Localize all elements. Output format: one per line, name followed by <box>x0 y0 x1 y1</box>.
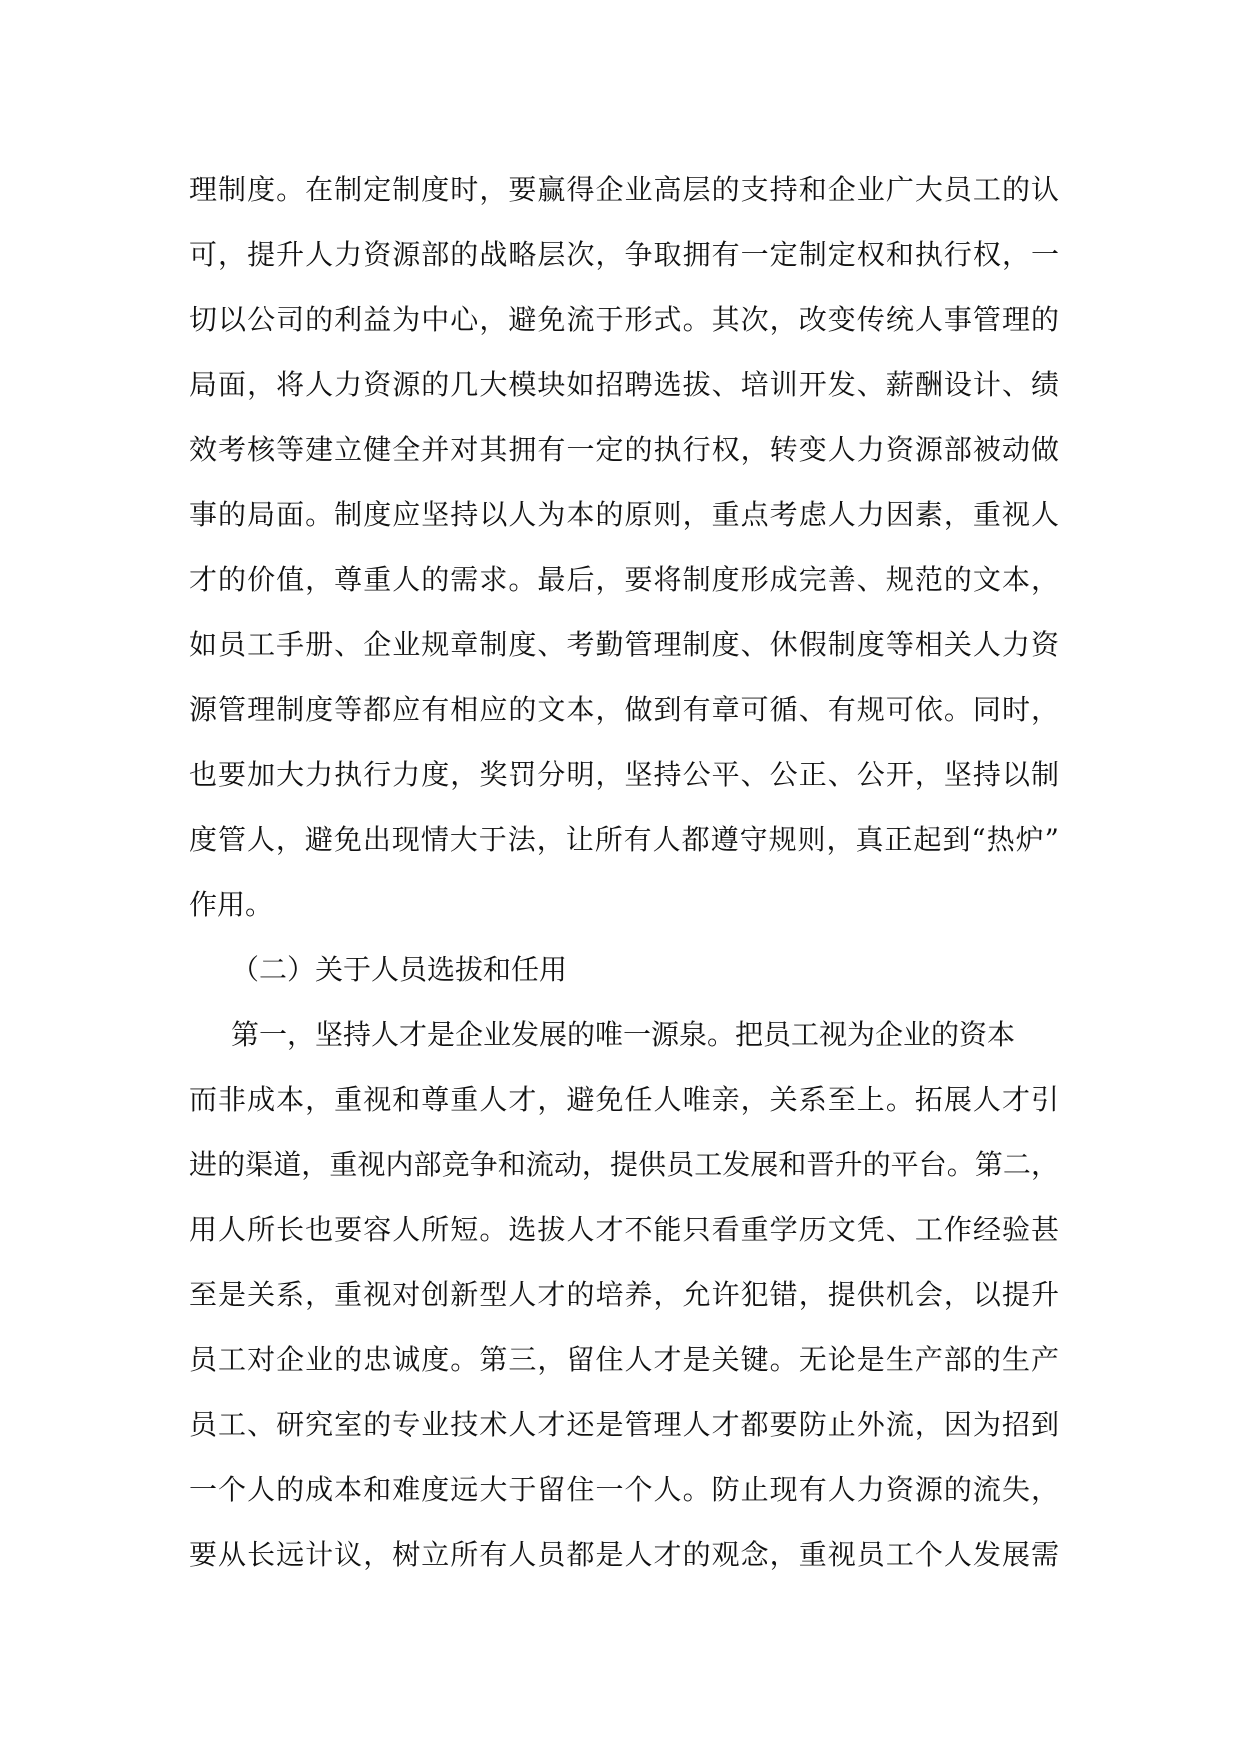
body-text <box>189 157 1059 1587</box>
text-line: 可，提升人力资源部的战略层次，争取拥有一定制定权和执行权，一 <box>189 238 1059 271</box>
text-line: 而非成本，重视和尊重人才，避免任人唯亲，关系至上。拓展人才引 <box>189 1083 1059 1116</box>
text-line: 才的价值，尊重人的需求。最后，要将制度形成完善、规范的文本， <box>189 563 1059 596</box>
text-line: 效考核等建立健全并对其拥有一定的执行权，转变人力资源部被动做 <box>189 433 1059 466</box>
text-line: 进的渠道，重视内部竞争和流动，提供员工发展和晋升的平台。第二， <box>189 1148 1059 1181</box>
text-line: 度管人，避免出现情大于法，让所有人都遵守规则，真正起到“热炉” <box>189 823 1059 856</box>
text-line: 源管理制度等都应有相应的文本，做到有章可循、有规可依。同时， <box>189 693 1059 726</box>
text-line: 要从长远计议，树立所有人员都是人才的观念，重视员工个人发展需 <box>189 1538 1059 1571</box>
text-line: 用人所长也要容人所短。选拔人才不能只看重学历文凭、工作经验甚 <box>189 1213 1059 1246</box>
text-line: 理制度。在制定制度时，要赢得企业高层的支持和企业广大员工的认 <box>189 173 1059 206</box>
text-line: 作用。 <box>189 888 274 921</box>
text-line: 事的局面。制度应坚持以人为本的原则，重点考虑人力因素，重视人 <box>189 498 1059 531</box>
text-line: 也要加大力执行力度，奖罚分明，坚持公平、公正、公开，坚持以制 <box>189 758 1059 791</box>
text-line: 如员工手册、企业规章制度、考勤管理制度、休假制度等相关人力资 <box>189 628 1059 661</box>
text-line: 局面，将人力资源的几大模块如招聘选拔、培训开发、薪酬设计、绩 <box>189 368 1059 401</box>
text-line: 一个人的成本和难度远大于留住一个人。防止现有人力资源的流失， <box>189 1473 1059 1506</box>
text-line: 切以公司的利益为中心，避免流于形式。其次，改变传统人事管理的 <box>189 303 1059 336</box>
text-line: 第一，坚持人才是企业发展的唯一源泉。把员工视为企业的资本 <box>231 1018 1016 1051</box>
section-heading: （二）关于人员选拔和任用 <box>231 953 568 986</box>
text-line: 员工对企业的忠诚度。第三，留住人才是关键。无论是生产部的生产 <box>189 1343 1059 1376</box>
text-line: 至是关系，重视对创新型人才的培养，允许犯错，提供机会，以提升 <box>189 1278 1059 1311</box>
text-line: 员工、研究室的专业技术人才还是管理人才都要防止外流，因为招到 <box>189 1408 1059 1441</box>
